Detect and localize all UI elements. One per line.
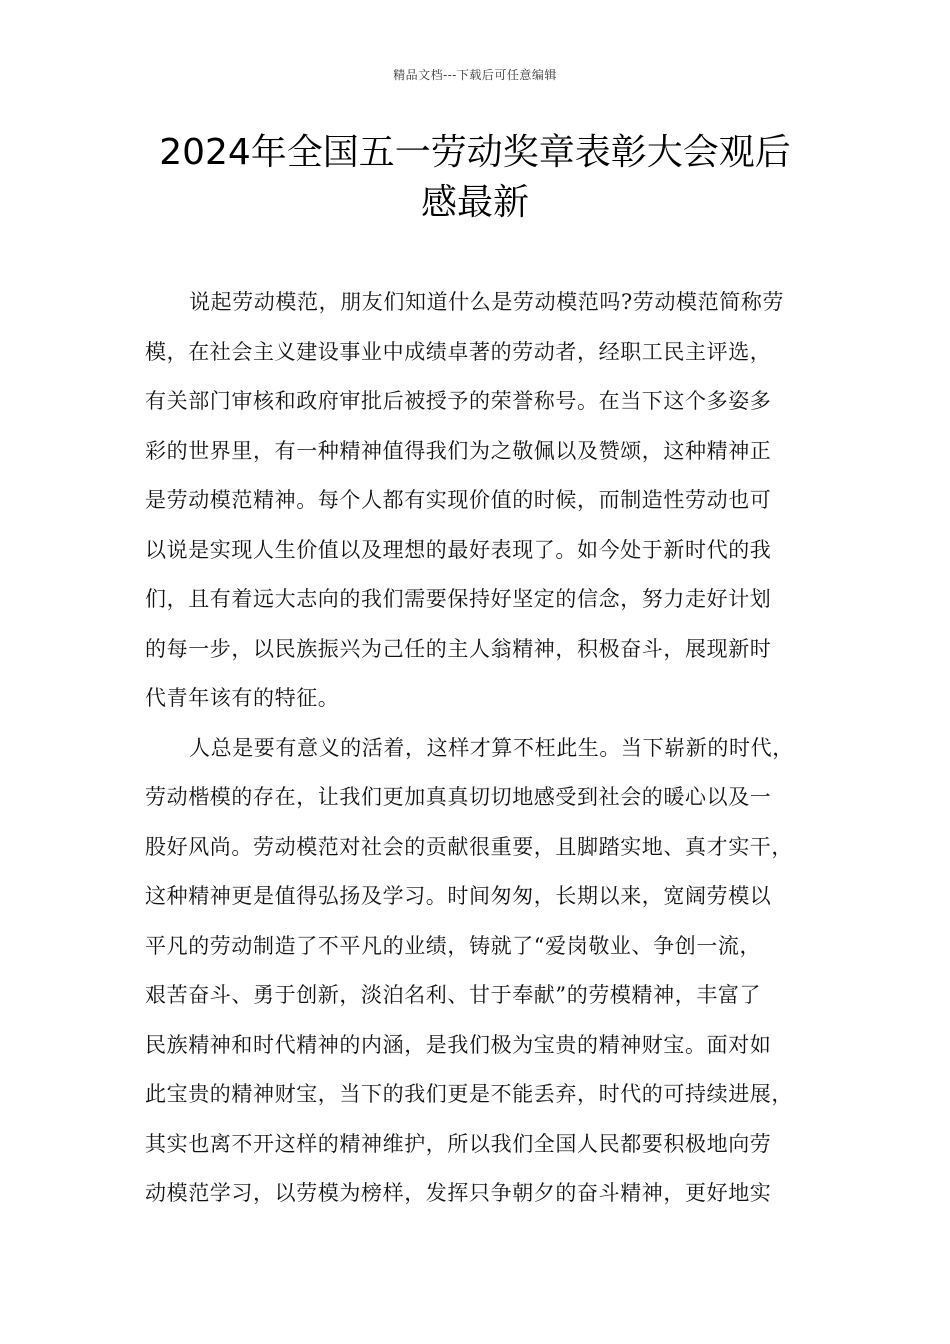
- text-line: 的每一步，以民族振兴为己任的主人翁精神，积极奋斗，展现新时: [145, 636, 772, 661]
- text-line: 模，在社会主义建设事业中成绩卓著的劳动者，经职工民主评选，: [145, 339, 772, 364]
- text-line: 动模范学习，以劳模为榜样，发挥只争朝夕的奋斗精神，更好地实: [145, 1181, 772, 1205]
- text-line: 这种精神更是值得弘扬及学习。时间匆匆，长期以来，宽阔劳模以: [145, 884, 772, 908]
- text-line: 股好风尚。劳动模范对社会的贡献很重要，且脚踏实地、真才实干，: [145, 834, 793, 859]
- text-line: 有关部门审核和政府审批后被授予的荣誉称号。在当下这个多姿多: [145, 389, 772, 413]
- paragraph-2: [145, 724, 805, 1219]
- text-line: 此宝贵的精神财宝，当下的我们更是不能丢弃，时代的可持续进展，: [145, 1082, 793, 1106]
- text-line: 其实也离不开这样的精神维护，所以我们全国人民都要积极地向劳: [145, 1131, 772, 1156]
- document-title: [100, 128, 850, 228]
- text-line: 人总是要有意义的活着，这样才算不枉此生。当下崭新的时代，: [189, 735, 794, 760]
- text-line: 以说是实现人生价值以及理想的最好表现了。如今处于新时代的我: [145, 537, 772, 562]
- header-note: 精品文档---下载后可任意编辑: [393, 68, 557, 82]
- text-line: 劳动楷模的存在，让我们更加真真切切地感受到社会的暖心以及一: [145, 785, 772, 809]
- text-line: 代青年该有的特征。: [145, 686, 340, 710]
- text-line: 说起劳动模范，朋友们知道什么是劳动模范吗?劳动模范简称劳: [189, 290, 785, 314]
- text-line: 彩的世界里，有一种精神值得我们为之敬佩以及赞颂，这种精神正: [145, 438, 772, 463]
- title-line: 感最新: [420, 182, 529, 223]
- title-line: 2024年全国五一劳动奖章表彰大会观后: [159, 132, 791, 173]
- paragraph-1: [145, 278, 805, 724]
- text-line: 平凡的劳动制造了不平凡的业绩，铸就了“爱岗敬业、争创一流，: [145, 933, 762, 958]
- text-line: 民族精神和时代精神的内涵，是我们极为宝贵的精神财宝。面对如: [145, 1032, 772, 1057]
- text-line: 是劳动模范精神。每个人都有实现价值的时候，而制造性劳动也可: [145, 488, 772, 512]
- document-body: [145, 278, 805, 1219]
- text-line: 们，且有着远大志向的我们需要保持好坚定的信念，努力走好计划: [145, 587, 772, 611]
- text-line: 艰苦奋斗、勇于创新，淡泊名利、甘于奉献”的劳模精神，丰富了: [145, 983, 762, 1007]
